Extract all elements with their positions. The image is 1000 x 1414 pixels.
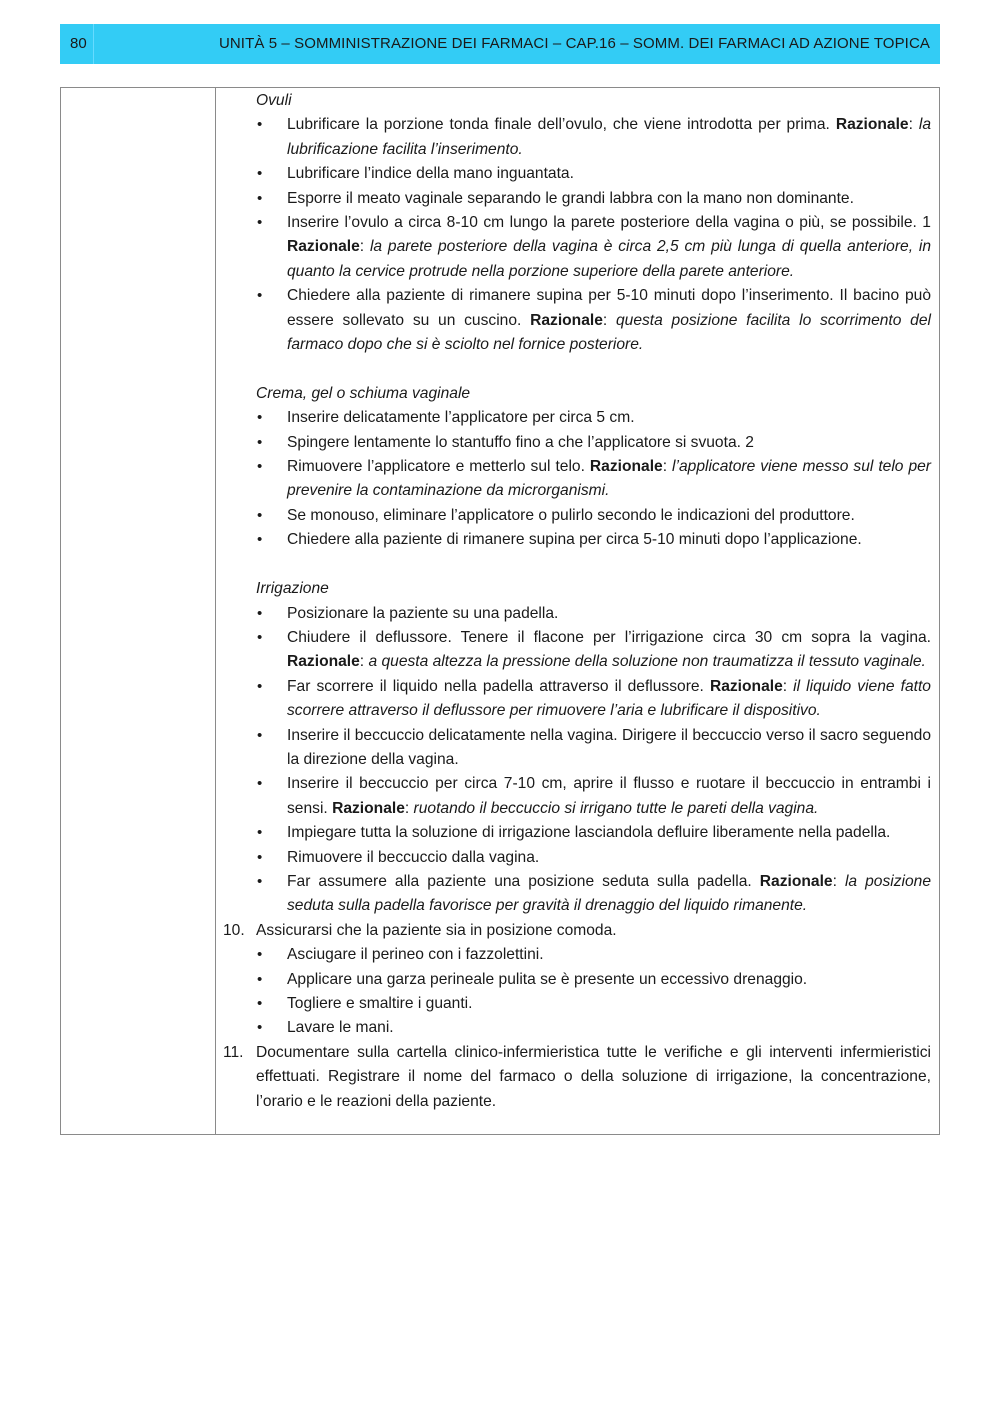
page-header: [60, 24, 940, 64]
procedure-table: [60, 87, 940, 1135]
list-item: • Lubrificare la porzione tonda finale dell’ovulo, che viene introdotta per prima. Razionale: la lubrificazione facilita l’inserimento.: [287, 113, 931, 162]
list-item: • Chiudere il deflussore. Tenere il flacone per l’irrigazione circa 30 cm sopra la vagina. Razionale: a questa altezza la pressione della soluzione non traumatizza il tessuto vaginale.: [287, 626, 931, 675]
column-divider: [215, 88, 216, 1134]
rationale-label: Razionale: [530, 311, 603, 329]
list-item: • Posizionare la paziente su una padella.: [287, 602, 931, 626]
subsection-title-irrigazione: Irrigazione: [256, 580, 329, 598]
rationale-text: la lubrificazione facilita l’inserimento.: [287, 116, 931, 158]
rationale-label: Razionale: [759, 872, 833, 890]
list-item: • Impiegare tutta la soluzione di irrigazione lasciandola defluire liberamente nella padella.: [287, 821, 931, 845]
rationale-text: l’applicatore viene messo sul telo per prevenire la contaminazione da microrganismi.: [287, 458, 932, 500]
irrigazione-list: [229, 602, 931, 919]
rationale-label: Razionale: [287, 238, 360, 256]
page-number: 80: [70, 35, 87, 52]
rationale-text: ruotando il beccuccio si irrigano tutte le pareti della vagina.: [413, 799, 819, 817]
list-item: • Esporre il meato vaginale separando le grandi labbra con la mano non dominante.: [287, 187, 931, 211]
ovuli-list: [229, 113, 931, 357]
running-title: UNITÀ 5 – SOMMINISTRAZIONE DEI FARMACI – CAP.16 – SOMM. DEI FARMACI AD AZIONE TOPICA: [218, 35, 930, 52]
list-item: • Applicare una garza perineale pulita se è presente un eccessivo drenaggio.: [287, 968, 931, 992]
list-item: • Se monouso, eliminare l’applicatore o pulirlo secondo le indicazioni del produttore.: [287, 504, 931, 528]
list-item: • Inserire il beccuccio per circa 7-10 cm, aprire il flusso e ruotare il beccuccio in entrambi i sensi. Razionale: ruotando il beccuccio si irrigano tutte le pareti della vagina.: [287, 772, 931, 821]
step-text: Documentare sulla cartella clinico-infermieristica tutte le verifiche e gli interventi infermieristici effettuati. Registrare il nome del farmaco o della soluzione di irrigazione, la concentrazione, l’orario e le reazioni della paziente.: [256, 1043, 931, 1110]
rationale-label: Razionale: [287, 653, 360, 671]
header-divider: [93, 24, 94, 64]
subsection-title-crema: Crema, gel o schiuma vaginale: [256, 384, 471, 402]
step-number: 10.: [223, 921, 245, 939]
list-item: • Asciugare il perineo con i fazzolettini.: [287, 943, 931, 967]
crema-list: [229, 406, 931, 552]
list-item: • Togliere e smaltire i guanti.: [287, 992, 931, 1016]
rationale-text: la parete posteriore della vagina è circa 2,5 cm più lunga di quella anteriore, in quanto la cervice protrude nella porzione superiore della parete anteriore.: [287, 238, 931, 280]
rationale-text: la posizione seduta sulla padella favorisce per gravità il drenaggio del liquido rimanente.: [287, 872, 932, 915]
procedure-content: [223, 89, 932, 1114]
rationale-text: questa posizione facilita lo scorrimento del farmaco dopo che si è sciolto nel fornice posteriore.: [287, 311, 931, 354]
rationale-label: Razionale: [709, 677, 783, 695]
list-item: • Lubrificare l’indice della mano inguantata.: [287, 162, 931, 186]
rationale-text: a questa altezza la pressione della soluzione non traumatizza il tessuto vaginale.: [368, 653, 926, 671]
list-item: • Rimuovere l’applicatore e metterlo sul telo. Razionale: l’applicatore viene messo sul telo per prevenire la contaminazione da microrganismi.: [287, 455, 931, 504]
list-item: • Chiedere alla paziente di rimanere supina per 5-10 minuti dopo l’inserimento. Il bacino può essere sollevato su un cuscino. Razionale: questa posizione facilita lo scorrimento del farmaco dopo che si è sciolto nel fornice posteriore.: [287, 284, 931, 357]
step-11: [223, 1041, 931, 1114]
list-item: • Inserire il beccuccio delicatamente nella vagina. Dirigere il beccuccio verso il sacro seguendo la direzione della vagina.: [287, 724, 931, 773]
list-item: • Chiedere alla paziente di rimanere supina per circa 5-10 minuti dopo l’applicazione.: [287, 528, 931, 552]
rationale-label: Razionale: [835, 116, 909, 134]
step-number: 11.: [223, 1043, 244, 1061]
step-10-list: [229, 943, 931, 1041]
rationale-text: il liquido viene fatto scorrere attraverso il deflussore per rimuovere l’aria e lubrificare il dispositivo.: [287, 677, 931, 720]
step-10: [223, 919, 931, 943]
list-item: • Spingere lentamente lo stantuffo fino a che l’applicatore si svuota. 2: [287, 431, 931, 455]
rationale-label: Razionale: [589, 458, 663, 476]
list-item: • Far scorrere il liquido nella padella attraverso il deflussore. Razionale: il liquido viene fatto scorrere attraverso il deflussore per rimuovere l’aria e lubrificare il dispositivo.: [287, 675, 931, 724]
subsection-title-ovuli: Ovuli: [256, 92, 292, 109]
list-item: • Inserire delicatamente l’applicatore per circa 5 cm.: [287, 406, 931, 430]
list-item: • Lavare le mani.: [287, 1016, 931, 1040]
list-item: • Inserire l’ovulo a circa 8-10 cm lungo la parete posteriore della vagina o più, se possibile. 1 Razionale: la parete posteriore della vagina è circa 2,5 cm più lunga di quella anteriore, in quanto la cervice protrude nella porzione superiore della parete anteriore.: [287, 211, 931, 284]
list-item: • Rimuovere il beccuccio dalla vagina.: [287, 846, 931, 870]
list-item: • Far assumere alla paziente una posizione seduta sulla padella. Razionale: la posizione seduta sulla padella favorisce per gravità il drenaggio del liquido rimanente.: [287, 870, 931, 919]
rationale-label: Razionale: [332, 799, 405, 817]
step-text: Assicurarsi che la paziente sia in posizione comoda.: [256, 921, 617, 939]
